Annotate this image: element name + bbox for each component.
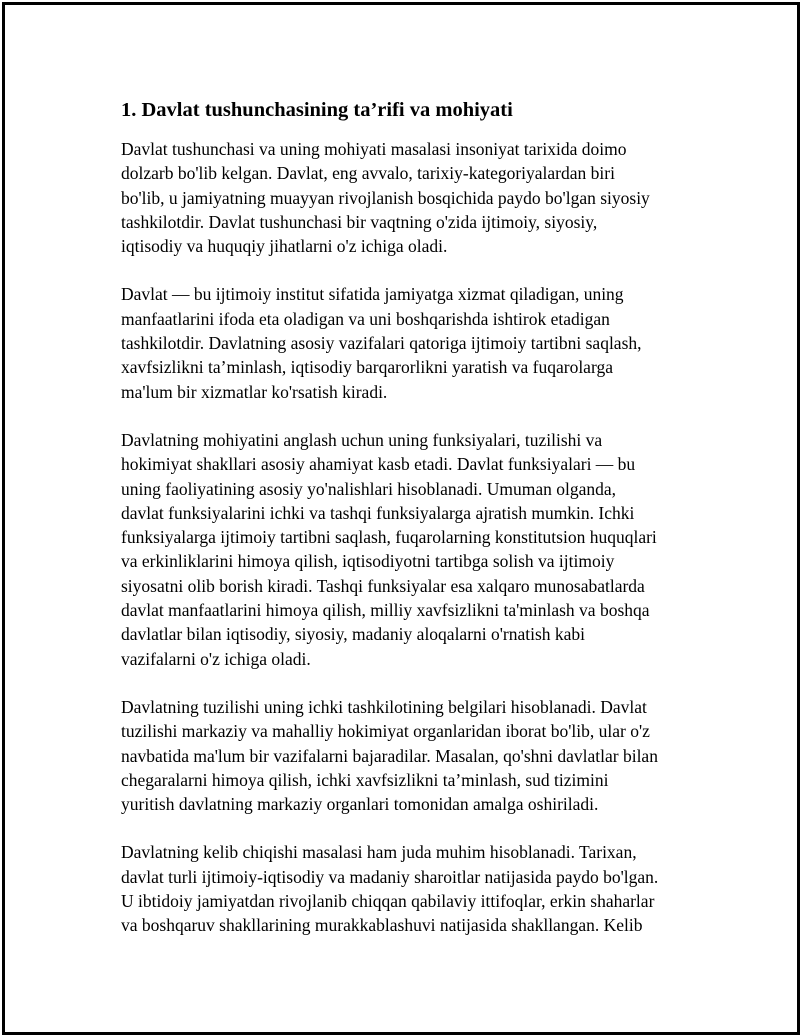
- text-line: Davlatning kelib chiqishi masalasi ham juda muhim hisoblanadi. Tarixan,: [121, 842, 637, 863]
- paragraph: [121, 137, 691, 258]
- text-line: navbatida ma'lum bir vazifalarni bajaradilar. Masalan, qo'shni davlatlar bilan: [121, 745, 658, 766]
- text-line: davlat turli ijtimoiy-iqtisodiy va madaniy sharoitlar natijasida paydo bo'lgan.: [121, 866, 659, 887]
- text-line: davlat manfaatlarini himoya qilish, milliy xavfsizlikni ta'minlash va boshqa: [121, 600, 650, 621]
- text-line: manfaatlarini ifoda eta oladigan va uni boshqarishda ishtirok etadigan: [121, 308, 610, 329]
- text-line: ma'lum bir xizmatlar ko'rsatish kiradi.: [121, 381, 388, 402]
- text-line: bo'lib, u jamiyatning muayyan rivojlanish bosqichida paydo bo'lgan siyosiy: [121, 187, 650, 208]
- text-line: chegaralarni himoya qilish, ichki xavfsizlikni ta’minlash, sud tizimini: [121, 769, 609, 790]
- text-line: tuzilishi markaziy va mahalliy hokimiyat organlaridan iborat bo'lib, ular o'z: [121, 721, 650, 742]
- text-line: tashkilotdir. Davlat tushunchasi bir vaqtning o'zida ijtimoiy, siyosiy,: [121, 211, 598, 232]
- text-line: tashkilotdir. Davlatning asosiy vazifalari qatoriga ijtimoiy tartibni saqlash,: [121, 333, 642, 354]
- text-line: siyosatni olib borish kiradi. Tashqi funksiyalar esa xalqaro munosabatlarda: [121, 575, 645, 596]
- paragraph: [121, 695, 691, 816]
- text-line: davlatlar bilan iqtisodiy, siyosiy, madaniy aloqalarni o'rnatish kabi: [121, 624, 586, 645]
- text-line: Davlatning mohiyatini anglash uchun uning funksiyalari, tuzilishi va: [121, 429, 603, 450]
- text-line: dolzarb bo'lib kelgan. Davlat, eng avvalo, tarixiy-kategoriyalardan biri: [121, 163, 615, 184]
- text-line: U ibtidoiy jamiyatdan rivojlanib chiqqan qabilaviy ittifoqlar, erkin shaharlar: [121, 891, 655, 912]
- text-line: uning faoliyatining asosiy yo'nalishlari hisoblanadi. Umuman olganda,: [121, 478, 617, 499]
- paragraph: [121, 428, 691, 671]
- text-line: va erkinliklarini himoya qilish, iqtisodiyotni tartibga solish va ijtimoiy: [121, 551, 615, 572]
- text-line: Davlat tushunchasi va uning mohiyati masalasi insoniyat tarixida doimo: [121, 139, 627, 159]
- section-heading: 1. Davlat tushunchasining ta’rifi va mohiyati: [121, 99, 513, 121]
- text-line: Davlatning tuzilishi uning ichki tashkilotining belgilari hisoblanadi. Davlat: [121, 696, 647, 717]
- text-line: yuritish davlatning markaziy organlari tomonidan amalga oshiriladi.: [121, 794, 599, 815]
- document-body: [121, 97, 691, 962]
- text-line: davlat funksiyalarini ichki va tashqi funksiyalarga ajratish mumkin. Ichki: [121, 502, 635, 523]
- text-line: funksiyalarga ijtimoiy tartibni saqlash, fuqarolarning konstitutsion huquqlari: [121, 527, 657, 548]
- text-line: iqtisodiy va huquqiy jihatlarni o'z ichiga oladi.: [121, 236, 448, 257]
- paragraph: [121, 282, 691, 403]
- text-line: xavfsizlikni ta’minlash, iqtisodiy barqarorlikni yaratish va fuqarolarga: [121, 357, 613, 378]
- text-line: vazifalarni o'z ichiga oladi.: [121, 648, 311, 669]
- paragraph: [121, 840, 691, 937]
- text-line: hokimiyat shakllari asosiy ahamiyat kasb etadi. Davlat funksiyalari — bu: [121, 454, 636, 475]
- page-border: [2, 2, 800, 1035]
- text-line: Davlat — bu ijtimoiy institut sifatida jamiyatga xizmat qiladigan, uning: [121, 284, 624, 305]
- text-line: va boshqaruv shakllarining murakkablashuvi natijasida shakllangan. Kelib: [121, 915, 643, 936]
